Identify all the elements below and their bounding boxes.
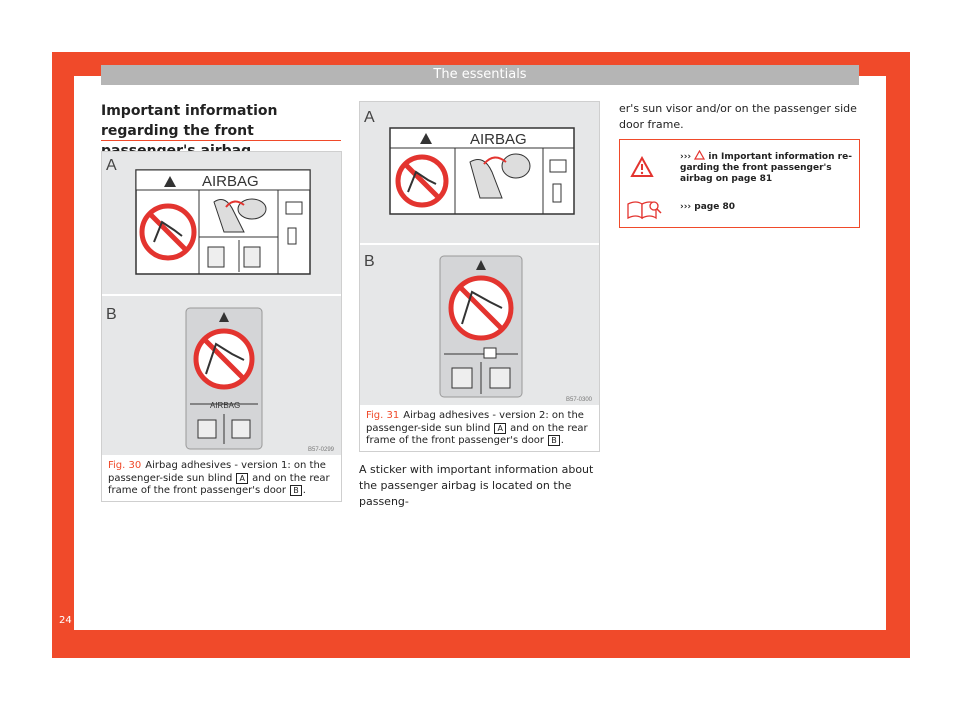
figure-31-image (360, 102, 599, 405)
page-number: 24 (59, 615, 72, 626)
section-header: The essentials (101, 65, 859, 85)
figure-30-caption: Fig. 30 Airbag adhesives - version 1: on the passenger-side sun blind A and on the rear frame of the front passenger's door B . (108, 460, 330, 496)
panel-b-letter: B (364, 253, 375, 270)
body-paragraph-col2: A sticker with important information about the passenger airbag is located on the passeng- (359, 463, 594, 508)
section-title: Important information regarding the front (101, 103, 278, 139)
panel-b-letter: B (106, 306, 117, 323)
figure-31-number: Fig. 31 (366, 410, 400, 421)
figure-31-caption: Fig. 31 Airbag adhesives - version 2: on the passenger-side sun blind A and on the rear frame of the front passenger's door B . (366, 410, 588, 446)
key-b: B (548, 435, 560, 446)
manual-book-icon (626, 198, 662, 220)
figure-30-code: B57-0299 (308, 447, 335, 453)
sticker-airbag-label: AIRBAG (470, 131, 527, 148)
key-b: B (290, 485, 302, 496)
airbag-stickers-v2-illustration (360, 102, 599, 405)
panel-a-letter: A (364, 109, 375, 126)
figure-30-image (102, 152, 341, 455)
airbag-stickers-v1-illustration (102, 152, 341, 455)
key-a: A (494, 423, 505, 434)
sticker-b-airbag-label: AIRBAG (210, 401, 241, 410)
key-a: A (236, 473, 247, 484)
figure-30 (101, 151, 342, 502)
warning-reference[interactable]: ››› in Important information re-garding the front passenger's airbag on page 81 (680, 152, 852, 184)
body-paragraph-col3: er's sun visor and/or on the passenger side door frame. (619, 102, 857, 131)
figure-31 (359, 101, 600, 452)
warning-triangle-icon (630, 156, 654, 178)
notes-box (619, 139, 860, 228)
panel-a-letter: A (106, 157, 117, 174)
figure-31-code: B57-0300 (566, 397, 593, 403)
figure-30-number: Fig. 30 (108, 460, 142, 471)
title-divider (101, 140, 341, 141)
page-reference[interactable]: ››› page 80 (680, 202, 735, 212)
sticker-airbag-label: AIRBAG (202, 173, 259, 190)
warning-inline-icon (694, 150, 705, 160)
